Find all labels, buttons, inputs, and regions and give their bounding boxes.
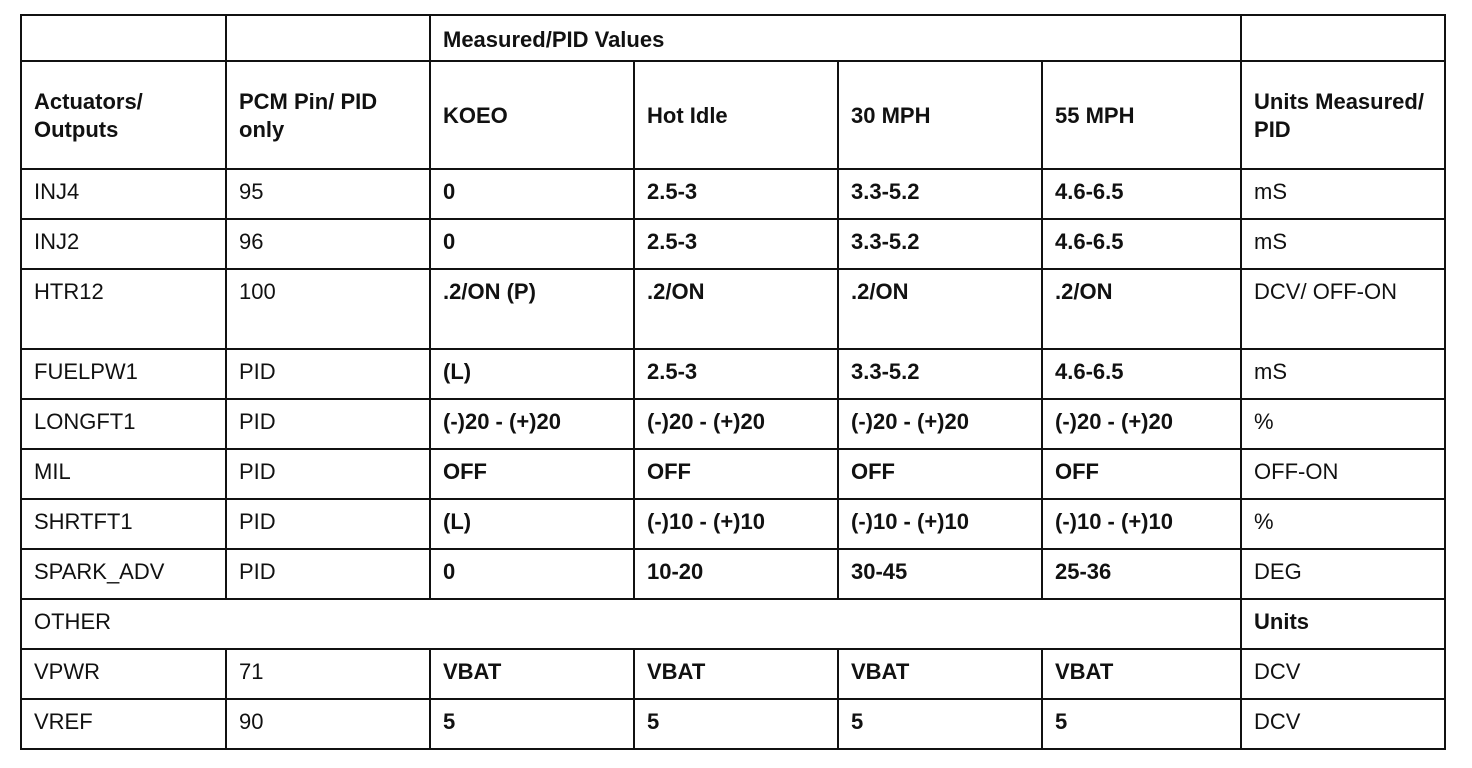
- cell-hot-idle: 2.5-3: [634, 349, 838, 399]
- table-row: [21, 399, 1445, 449]
- cell-koeo: VBAT: [430, 649, 634, 699]
- table-row: [21, 219, 1445, 269]
- cell-units: OFF-ON: [1241, 449, 1445, 499]
- cell-units: DEG: [1241, 549, 1445, 599]
- cell-30-mph: 3.3-5.2: [838, 349, 1042, 399]
- table-row: [21, 169, 1445, 219]
- cell-output: FUELPW1: [21, 349, 226, 399]
- cell-pin: PID: [226, 499, 430, 549]
- cell-hot-idle: VBAT: [634, 649, 838, 699]
- cell-koeo: .2/ON (P): [430, 269, 634, 349]
- cell-55-mph: VBAT: [1042, 649, 1241, 699]
- cell-55-mph: 4.6-6.5: [1042, 169, 1241, 219]
- header-actuators-outputs: Actuators/ Outputs: [21, 61, 226, 169]
- column-header-row: [21, 61, 1445, 169]
- cell-koeo: OFF: [430, 449, 634, 499]
- cell-hot-idle: .2/ON: [634, 269, 838, 349]
- cell-hot-idle: 10-20: [634, 549, 838, 599]
- header-units-measured-pid: Units Measured/ PID: [1241, 61, 1445, 169]
- table-row: [21, 269, 1445, 349]
- cell-koeo: 0: [430, 219, 634, 269]
- cell-output: INJ2: [21, 219, 226, 269]
- table-row: [21, 549, 1445, 599]
- cell-hot-idle: 2.5-3: [634, 169, 838, 219]
- cell-55-mph: .2/ON: [1042, 269, 1241, 349]
- cell-koeo: (L): [430, 349, 634, 399]
- cell-55-mph: OFF: [1042, 449, 1241, 499]
- cell-30-mph: 3.3-5.2: [838, 169, 1042, 219]
- cell-hot-idle: (-)10 - (+)10: [634, 499, 838, 549]
- group-header-measured-pid-values: Measured/PID Values: [430, 15, 1241, 61]
- cell-pin: PID: [226, 549, 430, 599]
- table-row: [21, 649, 1445, 699]
- table-row: [21, 349, 1445, 399]
- cell-55-mph: 4.6-6.5: [1042, 219, 1241, 269]
- cell-30-mph: (-)10 - (+)10: [838, 499, 1042, 549]
- other-section-label: OTHER: [21, 599, 1241, 649]
- other-section-row: [21, 599, 1445, 649]
- cell-output: INJ4: [21, 169, 226, 219]
- pid-values-table: [20, 14, 1446, 750]
- header-koeo: KOEO: [430, 61, 634, 169]
- cell-output: LONGFT1: [21, 399, 226, 449]
- header-hot-idle: Hot Idle: [634, 61, 838, 169]
- cell-units: mS: [1241, 169, 1445, 219]
- cell-30-mph: VBAT: [838, 649, 1042, 699]
- cell-output: VPWR: [21, 649, 226, 699]
- cell-30-mph: 3.3-5.2: [838, 219, 1042, 269]
- cell-55-mph: (-)10 - (+)10: [1042, 499, 1241, 549]
- header-pcm-pin-pid: PCM Pin/ PID only: [226, 61, 430, 169]
- cell-55-mph: 4.6-6.5: [1042, 349, 1241, 399]
- cell-units: DCV: [1241, 649, 1445, 699]
- cell-output: VREF: [21, 699, 226, 749]
- cell-koeo: (L): [430, 499, 634, 549]
- other-units-label: Units: [1241, 599, 1445, 649]
- cell-pin: PID: [226, 399, 430, 449]
- cell-koeo: (-)20 - (+)20: [430, 399, 634, 449]
- cell-pin: 71: [226, 649, 430, 699]
- cell-55-mph: 25-36: [1042, 549, 1241, 599]
- cell-output: HTR12: [21, 269, 226, 349]
- cell-30-mph: 30-45: [838, 549, 1042, 599]
- cell-units: DCV/ OFF-ON: [1241, 269, 1445, 349]
- cell-output: SHRTFT1: [21, 499, 226, 549]
- cell-units: DCV: [1241, 699, 1445, 749]
- cell-koeo: 0: [430, 169, 634, 219]
- cell-units: mS: [1241, 219, 1445, 269]
- cell-pin: 95: [226, 169, 430, 219]
- cell-30-mph: 5: [838, 699, 1042, 749]
- table-row: [21, 449, 1445, 499]
- cell-30-mph: OFF: [838, 449, 1042, 499]
- cell-pin: PID: [226, 349, 430, 399]
- cell-hot-idle: OFF: [634, 449, 838, 499]
- empty-cell: [226, 15, 430, 61]
- cell-pin: PID: [226, 449, 430, 499]
- group-header-row: [21, 15, 1445, 61]
- header-55-mph: 55 MPH: [1042, 61, 1241, 169]
- table-row: [21, 699, 1445, 749]
- cell-pin: 96: [226, 219, 430, 269]
- cell-55-mph: (-)20 - (+)20: [1042, 399, 1241, 449]
- cell-hot-idle: 2.5-3: [634, 219, 838, 269]
- cell-hot-idle: 5: [634, 699, 838, 749]
- cell-units: %: [1241, 499, 1445, 549]
- table-row: [21, 499, 1445, 549]
- cell-hot-idle: (-)20 - (+)20: [634, 399, 838, 449]
- cell-55-mph: 5: [1042, 699, 1241, 749]
- cell-30-mph: .2/ON: [838, 269, 1042, 349]
- cell-pin: 90: [226, 699, 430, 749]
- cell-output: MIL: [21, 449, 226, 499]
- empty-cell: [1241, 15, 1445, 61]
- header-30-mph: 30 MPH: [838, 61, 1042, 169]
- empty-cell: [21, 15, 226, 61]
- cell-koeo: 5: [430, 699, 634, 749]
- cell-units: mS: [1241, 349, 1445, 399]
- cell-pin: 100: [226, 269, 430, 349]
- cell-30-mph: (-)20 - (+)20: [838, 399, 1042, 449]
- cell-output: SPARK_ADV: [21, 549, 226, 599]
- cell-koeo: 0: [430, 549, 634, 599]
- cell-units: %: [1241, 399, 1445, 449]
